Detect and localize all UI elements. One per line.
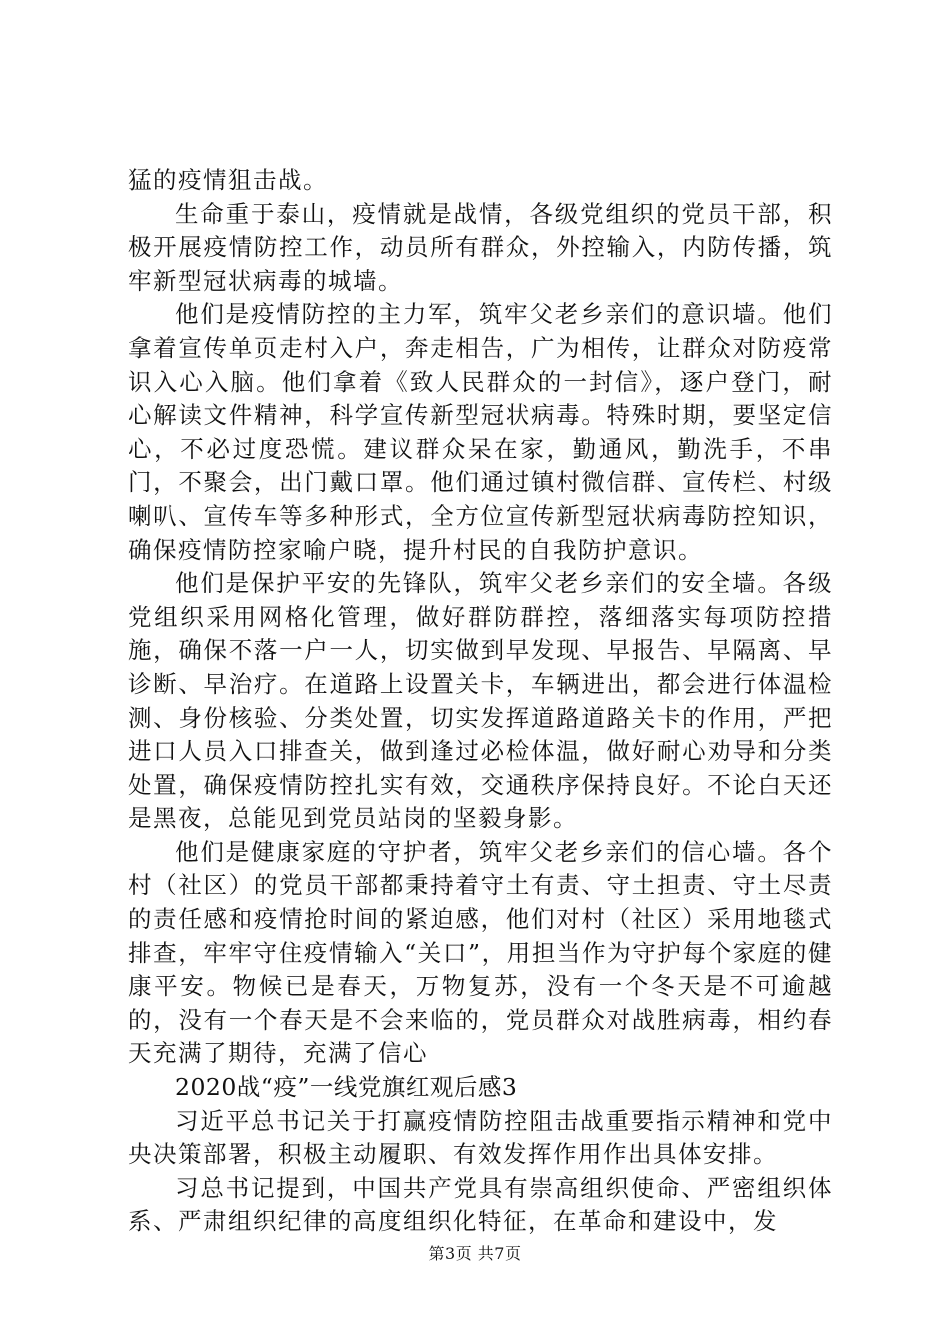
paragraph: 习总书记提到，中国共产党具有崇高组织使命、严密组织体系、严肃组织纪律的高度组织化特征，在革命和建设中，发	[128, 1173, 833, 1236]
paragraph-continuation: 猛的疫情狙击战。	[128, 166, 328, 194]
document-body	[128, 164, 833, 1239]
paragraph: 他们是保护平安的先锋队，筑牢父老乡亲们的安全墙。各级党组织采用网格化管理，做好群防群控，落细落实每项防控措施，确保不落一户一人，切实做到早发现、早报告、早隔离、早诊断、早治疗。在道路上设置关卡，车辆进出，都会进行体温检测、身份核验、分类处置，切实发挥道路道路关卡的作用，严把进口人员入口排查关，做到逢过必检体温，做好耐心劝导和分类处置，确保疫情防控扎实有效，交通秩序保持良好。不论白天还是黑夜，总能见到党员站岗的坚毅身影。	[128, 569, 833, 833]
paragraph: 生命重于泰山，疫情就是战情，各级党组织的党员干部，积极开展疫情防控工作，动员所有群众，外控输入，内防传播，筑牢新型冠状病毒的城墙。	[128, 199, 833, 295]
paragraph: 他们是疫情防控的主力军，筑牢父老乡亲们的意识墙。他们拿着宣传单页走村入户，奔走相告，广为相传，让群众对防疫常识入心入脑。他们拿着《致人民群众的一封信》，逐户登门，耐心解读文件精神，科学宣传新型冠状病毒。特殊时期，要坚定信心，不必过度恐慌。建议群众呆在家，勤通风，勤洗手，不串门，不聚会，出门戴口罩。他们通过镇村微信群、宣传栏、村级喇叭、宣传车等多种形式，全方位宣传新型冠状病毒防控知识，确保疫情防控家喻户晓，提升村民的自我防护意识。	[128, 300, 833, 564]
paragraph: 习近平总书记关于打赢疫情防控阻击战重要指示精神和党中央决策部署，积极主动履职、有效发挥作用作出具体安排。	[128, 1106, 833, 1169]
page-number-footer: 第3页 共7页	[428, 1244, 522, 1263]
section-heading: 2020战“疫”一线党旗红观后感3	[175, 1073, 518, 1102]
paragraph: 他们是健康家庭的守护者，筑牢父老乡亲们的信心墙。各个村（社区）的党员干部都秉持着守土有责、守土担责、守土尽责的责任感和疫情抢时间的紧迫感，他们对村（社区）采用地毯式排查，牢牢守住疫情输入“关口”，用担当作为守护每个家庭的健康平安。物候已是春天，万物复苏，没有一个冬天是不可逾越的，没有一个春天是不会来临的，党员群众对战胜病毒，相约春天充满了期待，充满了信心	[128, 837, 833, 1068]
